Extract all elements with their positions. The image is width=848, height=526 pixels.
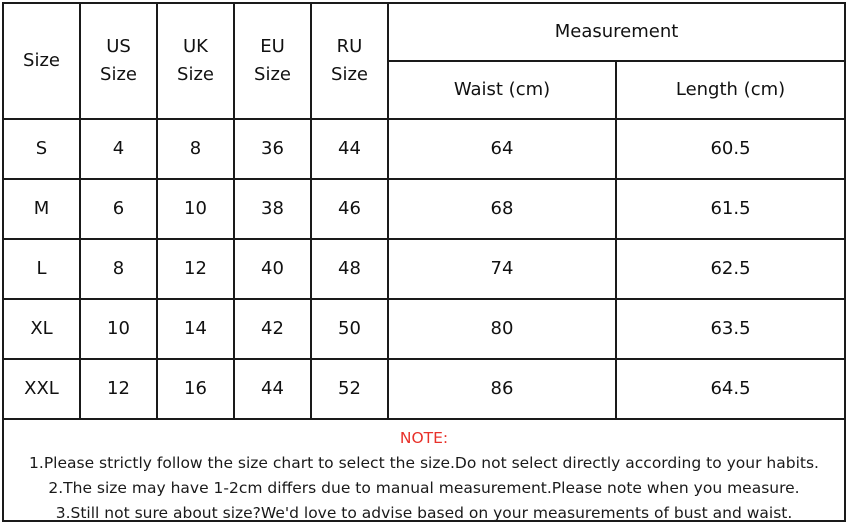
cell-us: 8 (80, 239, 157, 299)
cell-waist: 68 (388, 179, 616, 239)
header-ru-size (311, 4, 388, 119)
cell-uk: 16 (157, 359, 234, 419)
cell-ru: 46 (311, 179, 388, 239)
table-row-s (4, 119, 844, 179)
cell-uk: 14 (157, 299, 234, 359)
cell-size: XL (4, 299, 80, 359)
cell-ru: 44 (311, 119, 388, 179)
header-eu-line1: EU (260, 36, 285, 57)
header-us-size (80, 4, 157, 119)
table-row-xxl (4, 359, 844, 419)
cell-uk: 12 (157, 239, 234, 299)
header-us-line2: Size (100, 64, 137, 85)
header-uk-line1: UK (183, 36, 208, 57)
cell-length: 62.5 (616, 239, 844, 299)
header-ru-line2: Size (331, 64, 368, 85)
cell-ru: 50 (311, 299, 388, 359)
header-size-label: Size (23, 50, 60, 71)
header-uk-line2: Size (177, 64, 214, 85)
cell-waist: 86 (388, 359, 616, 419)
cell-ru: 52 (311, 359, 388, 419)
cell-eu: 36 (234, 119, 311, 179)
cell-uk: 10 (157, 179, 234, 239)
note-line-1: 1.Please strictly follow the size chart to select the size.Do not select directly according to your habits. (29, 454, 819, 472)
cell-length: 61.5 (616, 179, 844, 239)
size-chart-table (4, 4, 844, 420)
cell-eu: 40 (234, 239, 311, 299)
note-line-3: 3.Still not sure about size?We'd love to advise based on your measurements of bust and waist. (55, 504, 793, 522)
cell-length: 60.5 (616, 119, 844, 179)
table-row-l (4, 239, 844, 299)
cell-length: 63.5 (616, 299, 844, 359)
cell-uk: 8 (157, 119, 234, 179)
table-row-xl (4, 299, 844, 359)
cell-us: 12 (80, 359, 157, 419)
cell-size: L (4, 239, 80, 299)
note-line-2: 2.The size may have 1-2cm differs due to manual measurement.Please note when you measure. (48, 479, 800, 497)
note-title: NOTE: (399, 429, 449, 447)
header-row (4, 4, 844, 61)
header-eu-line2: Size (254, 64, 291, 85)
header-ru-line1: RU (336, 36, 363, 57)
header-uk-size (157, 4, 234, 119)
header-waist: Waist (cm) (388, 61, 616, 119)
header-measurement: Measurement (388, 4, 844, 61)
cell-eu: 42 (234, 299, 311, 359)
size-note (4, 424, 844, 526)
cell-waist: 64 (388, 119, 616, 179)
cell-eu: 44 (234, 359, 311, 419)
header-size (4, 4, 80, 119)
cell-length: 64.5 (616, 359, 844, 419)
size-chart-frame (2, 2, 846, 522)
header-us-line1: US (106, 36, 131, 57)
cell-waist: 74 (388, 239, 616, 299)
cell-size: XXL (4, 359, 80, 419)
cell-us: 4 (80, 119, 157, 179)
cell-us: 6 (80, 179, 157, 239)
cell-size: M (4, 179, 80, 239)
header-length: Length (cm) (616, 61, 844, 119)
cell-ru: 48 (311, 239, 388, 299)
table-row-m (4, 179, 844, 239)
cell-size: S (4, 119, 80, 179)
cell-eu: 38 (234, 179, 311, 239)
cell-waist: 80 (388, 299, 616, 359)
cell-us: 10 (80, 299, 157, 359)
header-eu-size (234, 4, 311, 119)
